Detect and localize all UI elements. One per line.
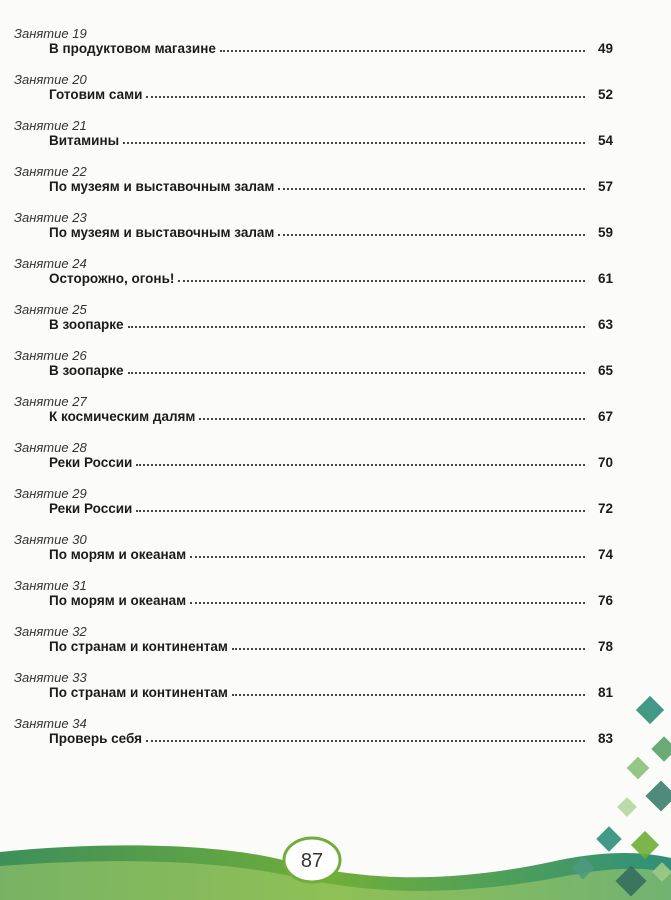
lesson-number: Занятие 32 xyxy=(14,624,87,639)
lesson-title: Реки России xyxy=(49,501,133,516)
lesson-title: По морям и океанам xyxy=(49,547,187,562)
lesson-number: Занятие 31 xyxy=(14,578,87,593)
lesson-title: В продуктовом магазине xyxy=(49,41,216,56)
lesson-number: Занятие 19 xyxy=(14,26,87,41)
lesson-title: Готовим сами xyxy=(49,87,143,102)
lesson-number: Занятие 28 xyxy=(14,440,87,455)
page-number: 87 xyxy=(300,850,324,872)
lesson-number: Занятие 25 xyxy=(14,302,87,317)
lesson-number: Занятие 30 xyxy=(14,532,87,547)
lesson-number: Занятие 23 xyxy=(14,210,87,225)
lesson-number: Занятие 22 xyxy=(14,164,87,179)
lesson-number: Занятие 34 xyxy=(14,716,87,731)
lesson-title: По странам и континентам xyxy=(49,685,228,700)
page-ref: 61 xyxy=(597,271,613,286)
lesson-number: Занятие 21 xyxy=(14,118,87,133)
page-ref: 59 xyxy=(597,225,613,240)
lesson-title: По музеям и выставочным залам xyxy=(49,179,275,194)
page-ref: 49 xyxy=(597,41,613,56)
page-ref: 74 xyxy=(597,547,613,562)
lesson-number: Занятие 33 xyxy=(14,670,87,685)
page-ref: 57 xyxy=(597,179,613,194)
lesson-number: Занятие 27 xyxy=(14,394,87,409)
lesson-title: В зоопарке xyxy=(49,363,124,378)
lesson-title: Реки России xyxy=(49,455,133,470)
page-ref: 67 xyxy=(597,409,613,424)
page-ref: 70 xyxy=(597,455,613,470)
lesson-number: Занятие 24 xyxy=(14,256,87,271)
lesson-number: Занятие 20 xyxy=(14,72,87,87)
lesson-number: Занятие 29 xyxy=(14,486,87,501)
page-ref: 76 xyxy=(597,593,613,608)
page-ref: 72 xyxy=(597,501,613,516)
lesson-title: К космическим далям xyxy=(49,409,196,424)
lesson-title: Осторожно, огонь! xyxy=(49,271,175,286)
lesson-title: Проверь себя xyxy=(49,731,142,746)
lesson-title: В зоопарке xyxy=(49,317,124,332)
page-ref: 52 xyxy=(597,87,613,102)
page-ref: 54 xyxy=(597,133,613,148)
page-ref: 63 xyxy=(597,317,613,332)
page-ref: 65 xyxy=(597,363,613,378)
lesson-title: По морям и океанам xyxy=(49,593,187,608)
lesson-title: По музеям и выставочным залам xyxy=(49,225,275,240)
page-ref: 78 xyxy=(597,639,613,654)
lesson-title: По странам и континентам xyxy=(49,639,228,654)
page-ref: 81 xyxy=(597,685,613,700)
lesson-title: Витамины xyxy=(49,133,120,148)
lesson-number: Занятие 26 xyxy=(14,348,87,363)
page-ref: 83 xyxy=(597,731,613,746)
